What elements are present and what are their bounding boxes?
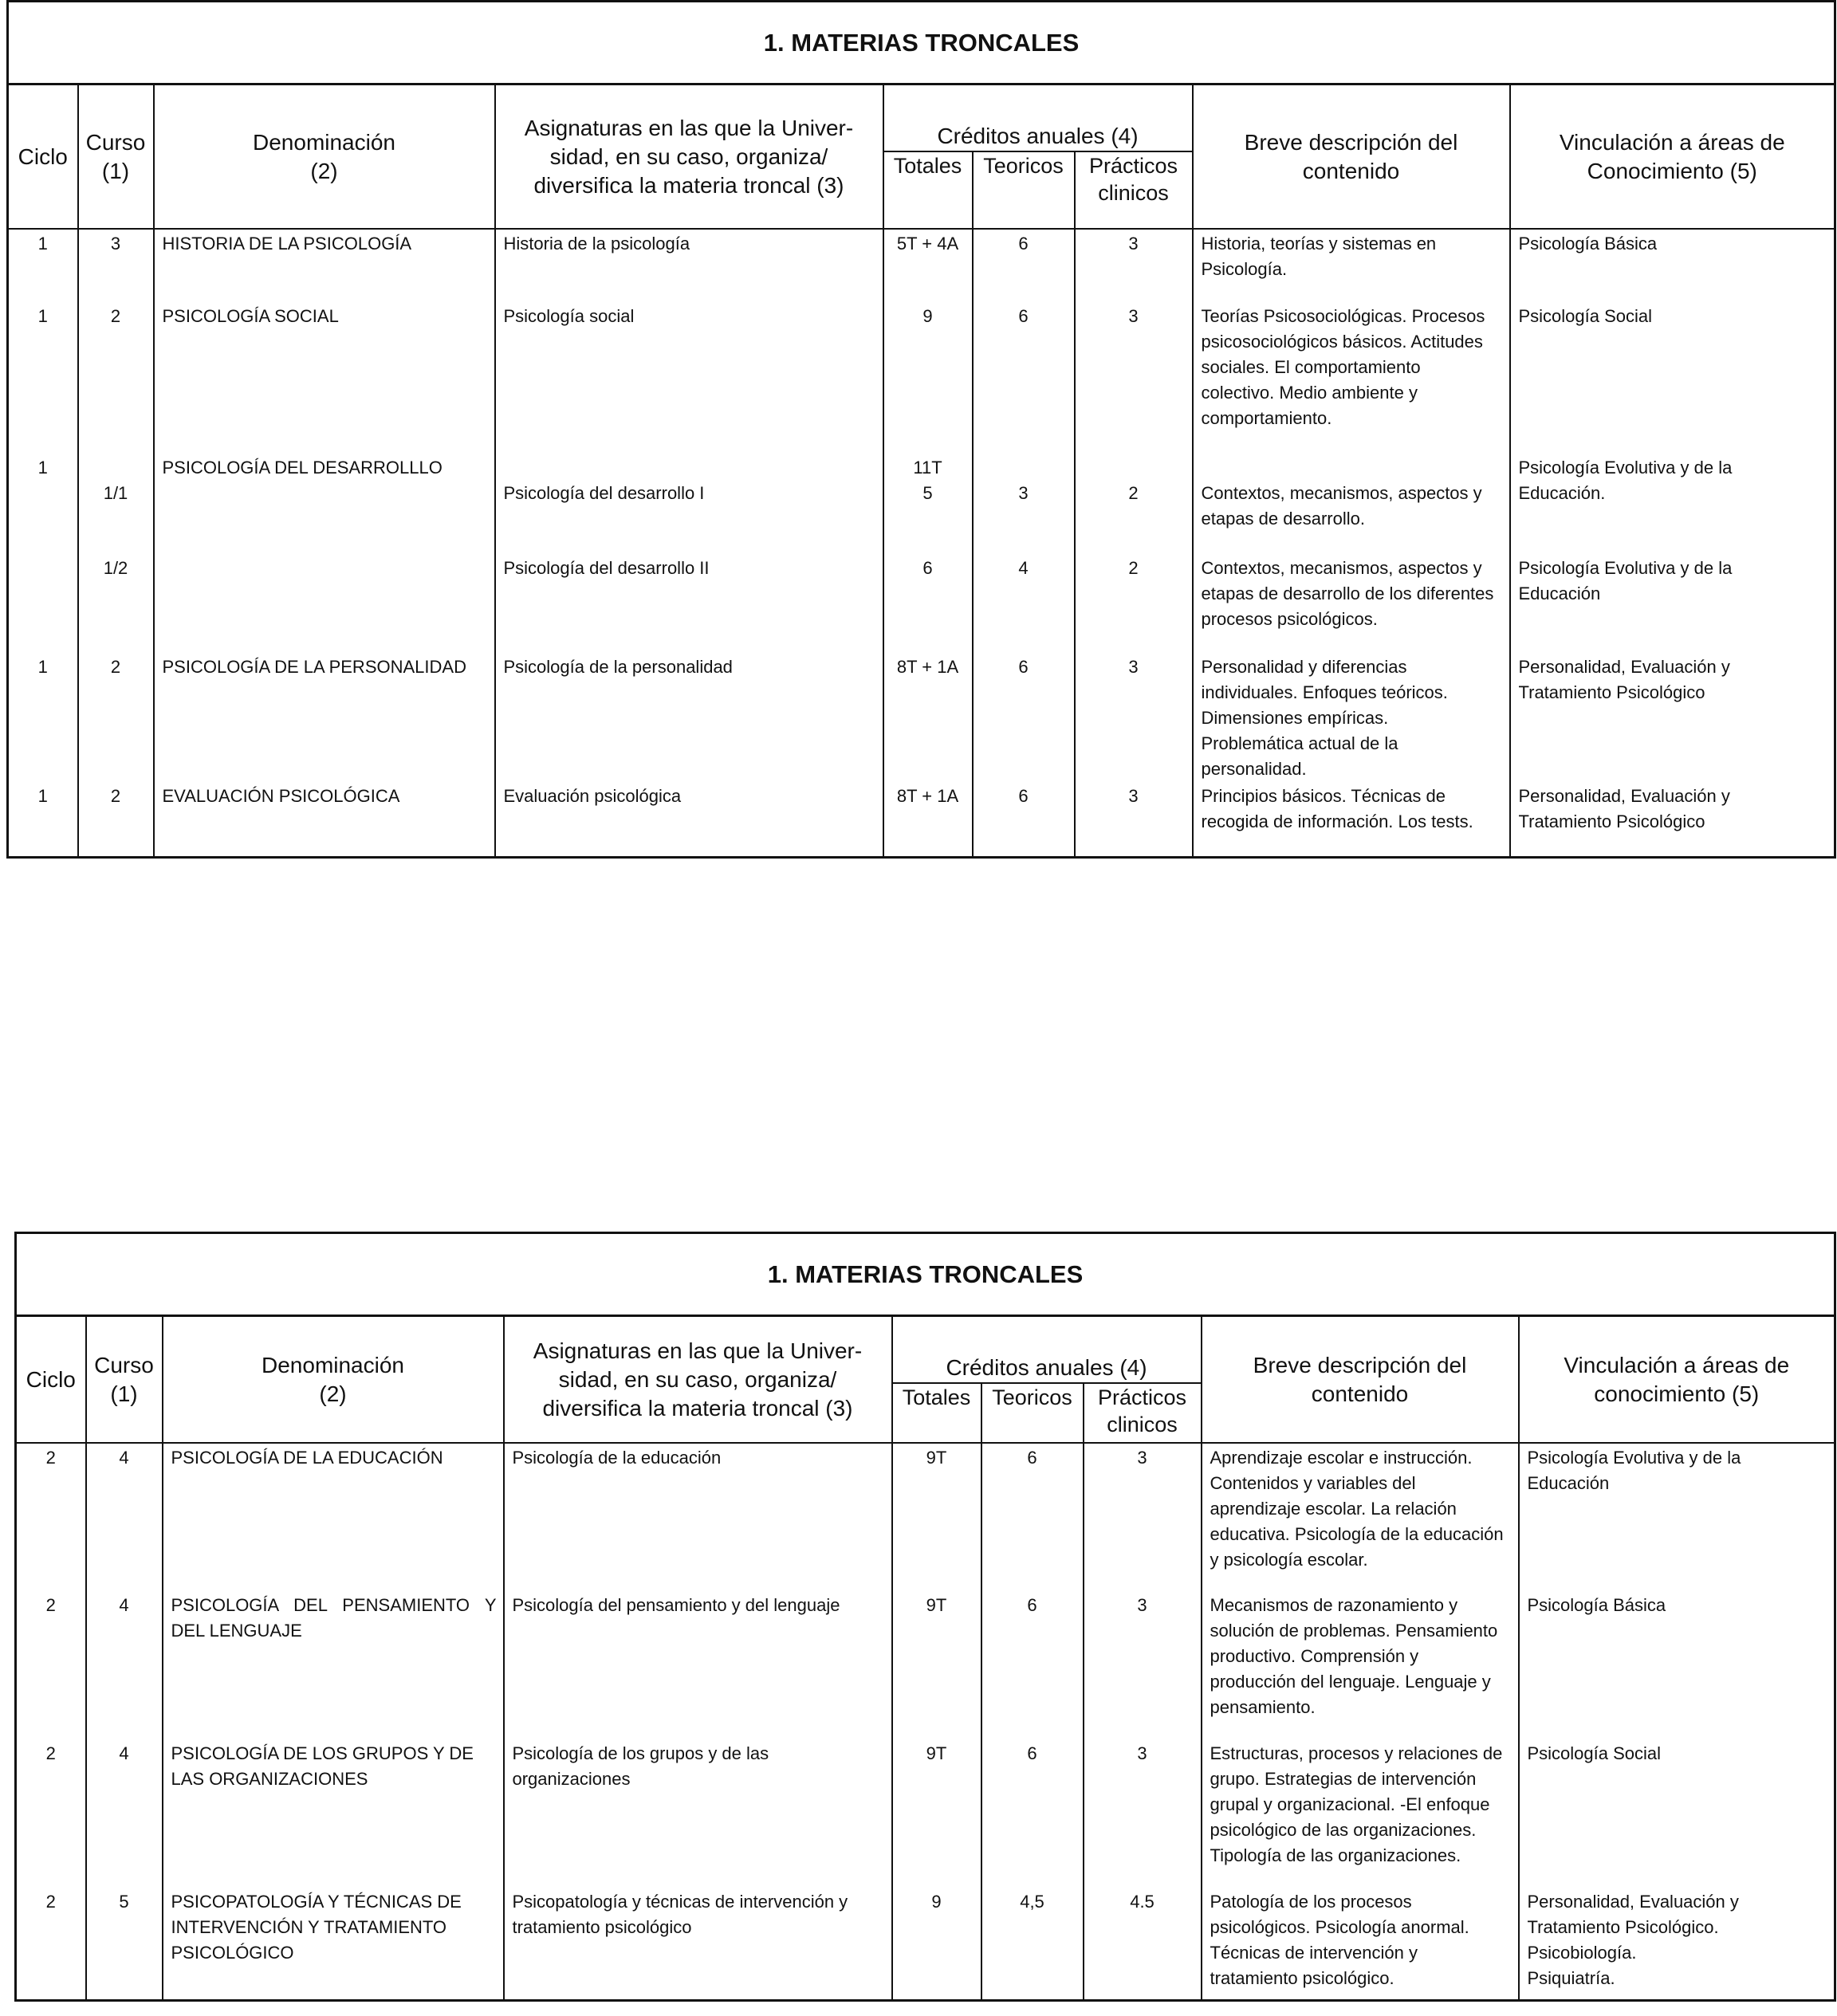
desc-line: Teorías Psicosociológicas. Procesos	[1201, 306, 1485, 327]
desc-line: Técnicas de intervención y	[1210, 1943, 1418, 1963]
asignatura-value: Psicología del desarrollo I	[503, 483, 705, 504]
header-practicos	[1075, 151, 1193, 229]
header-curso-label: Curso	[85, 129, 146, 155]
table-row	[16, 1443, 1835, 1591]
desc-line: tratamiento psicológico.	[1210, 1968, 1394, 1989]
desc-line: personalidad.	[1201, 759, 1307, 780]
desc-line: etapas de desarrollo de los diferentes	[1201, 584, 1494, 604]
cell-descripcion	[1202, 1443, 1519, 1591]
desc-line: Problemática actual de la	[1201, 733, 1398, 754]
desc-line: producción del lenguaje. Lenguaje y	[1210, 1672, 1491, 1692]
table-row	[8, 653, 1835, 782]
cell-asignatura: Evaluación psicológica	[495, 782, 883, 857]
cell-vinculacion	[1510, 782, 1835, 857]
desc-line: Estructuras, procesos y relaciones de	[1210, 1743, 1503, 1764]
desc-line: Principios básicos. Técnicas de	[1201, 786, 1446, 807]
cell-ciclo: 1	[8, 782, 78, 857]
cell-curso: 4	[86, 1443, 163, 1591]
cell-practicos: 3	[1075, 782, 1193, 857]
header-denominacion	[154, 84, 495, 230]
cell-totales: 8T + 1A	[883, 782, 973, 857]
header-practicos-line: Prácticos	[1088, 154, 1178, 178]
vinc-line: Personalidad, Evaluación y	[1527, 1892, 1739, 1912]
cell-totales	[883, 454, 973, 554]
header-vinculacion-line: Vinculación a áreas de	[1559, 129, 1785, 155]
cell-curso: 4	[86, 1591, 163, 1739]
cell-curso: 3	[78, 229, 154, 302]
cell-teoricos: 6	[973, 782, 1075, 857]
vinc-line: Personalidad, Evaluación y	[1518, 786, 1730, 807]
header-ciclo: Ciclo	[16, 1316, 86, 1444]
table-row	[16, 1739, 1835, 1888]
desc-line: Aprendizaje escolar e instrucción.	[1210, 1448, 1473, 1468]
vinc-line: Psicología Básica	[1527, 1595, 1666, 1616]
cell-denominacion: PSICOLOGÍA SOCIAL	[154, 302, 495, 454]
cell-descripcion	[1202, 1739, 1519, 1888]
cell-curso: 2	[78, 782, 154, 857]
cell-ciclo: 1	[8, 454, 78, 554]
desc-line: aprendizaje escolar. La relación	[1210, 1499, 1457, 1519]
desc-line: Contenidos y variables del	[1210, 1473, 1416, 1494]
cell-vinculacion	[1519, 1739, 1835, 1888]
header-practicos-line: clinicos	[1098, 181, 1169, 205]
header-asignaturas-line: Asignaturas en las que la Univer-	[533, 1338, 863, 1363]
header-curso-label: Curso	[94, 1352, 154, 1377]
cell-practicos: 3	[1084, 1443, 1202, 1591]
cell-teoricos: 6	[981, 1739, 1084, 1888]
cell-asignatura: Psicología social	[495, 302, 883, 454]
vinc-line: Psicología Evolutiva y de la	[1518, 458, 1733, 478]
cell-asignatura	[495, 454, 883, 554]
cell-vinculacion	[1519, 1888, 1835, 2000]
desc-line: psicológicos. Psicología anormal.	[1210, 1917, 1469, 1938]
desc-line: psicosociológicos básicos. Actitudes	[1201, 332, 1483, 352]
cell-vinculacion	[1519, 1591, 1835, 1739]
cell-totales: 6	[883, 554, 973, 653]
cell-ciclo	[8, 554, 78, 653]
vinc-line: Psicobiología.	[1527, 1943, 1637, 1963]
header-asignaturas	[495, 84, 883, 230]
header-descripcion-line: contenido	[1311, 1381, 1409, 1406]
header-denominacion-note: (2)	[319, 1381, 347, 1406]
desc-line: sociales. El comportamiento	[1201, 357, 1421, 378]
vinc-line: Tratamiento Psicológico.	[1527, 1917, 1719, 1938]
cell-ciclo: 1	[8, 229, 78, 302]
materias-troncales-table-1	[6, 0, 1836, 859]
header-ciclo: Ciclo	[8, 84, 78, 230]
cell-totales: 9T	[892, 1739, 981, 1888]
totales-top: 11T	[913, 458, 942, 478]
cell-descripcion	[1193, 454, 1510, 554]
cell-teoricos: 6	[981, 1591, 1084, 1739]
header-curso	[78, 84, 154, 230]
desc-line: recogida de información. Los tests.	[1201, 812, 1473, 832]
desc-line: pensamiento.	[1210, 1697, 1316, 1718]
cell-denominacion: PSICOLOGÍA DE LOS GRUPOS Y DE LAS ORGANIZACIONES	[163, 1739, 504, 1888]
desc-line: comportamiento.	[1201, 408, 1332, 429]
cell-totales: 9	[892, 1888, 981, 2000]
header-practicos	[1084, 1383, 1202, 1443]
vinc-line: Tratamiento Psicológico	[1518, 682, 1705, 703]
cell-vinculacion	[1519, 1443, 1835, 1591]
header-creditos: Créditos anuales (4)	[883, 84, 1193, 152]
desc-line: productivo. Comprensión y	[1210, 1646, 1419, 1667]
desc-line: educativa. Psicología de la educación	[1210, 1524, 1504, 1545]
cell-asignatura: Psicología del pensamiento y del lenguaje	[504, 1591, 892, 1739]
cell-totales: 9T	[892, 1591, 981, 1739]
desc-line: grupo. Estrategias de intervención	[1210, 1769, 1477, 1790]
vinc-line: Educación	[1518, 584, 1601, 604]
cell-denominacion: PSICOLOGÍA DE LA PERSONALIDAD	[154, 653, 495, 782]
desc-line: Dimensiones empíricas.	[1201, 708, 1389, 729]
vinc-line: Tratamiento Psicológico	[1518, 812, 1705, 832]
cell-vinculacion	[1510, 653, 1835, 782]
cell-totales: 8T + 1A	[883, 653, 973, 782]
cell-vinculacion	[1510, 454, 1835, 554]
desc-line: y psicología escolar.	[1210, 1550, 1368, 1570]
table-title: 1. MATERIAS TRONCALES	[16, 1233, 1835, 1316]
header-teoricos: Teoricos	[981, 1383, 1084, 1443]
cell-practicos: 4.5	[1084, 1888, 1202, 2000]
header-curso-note: (1)	[110, 1381, 138, 1406]
teoricos-value: 3	[1018, 483, 1029, 504]
curso-value: 1/1	[103, 483, 128, 504]
cell-teoricos: 4	[973, 554, 1075, 653]
cell-totales: 9T	[892, 1443, 981, 1591]
cell-denominacion: PSICOPATOLOGÍA Y TÉCNICAS DE INTERVENCIÓN Y TRATAMIENTO PSICOLÓGICO	[163, 1888, 504, 2000]
header-vinculacion-line: conocimiento (5)	[1594, 1381, 1760, 1406]
cell-totales: 5T + 4A	[883, 229, 973, 302]
header-descripcion-line: Breve descripción del	[1244, 129, 1458, 155]
desc-line: Patología de los procesos	[1210, 1892, 1412, 1912]
cell-curso: 5	[86, 1888, 163, 2000]
header-denominacion-label: Denominación	[262, 1352, 404, 1377]
cell-denominacion: PSICOLOGÍA DEL DESARROLLLO	[154, 454, 495, 554]
header-asignaturas-line: sidad, en su caso, organiza/	[549, 143, 828, 169]
cell-descripcion	[1193, 229, 1510, 302]
desc-line: solución de problemas. Pensamiento	[1210, 1621, 1498, 1641]
table-row	[8, 554, 1835, 653]
header-practicos-line: Prácticos	[1097, 1385, 1187, 1409]
cell-totales: 9	[883, 302, 973, 454]
cell-practicos: 3	[1075, 229, 1193, 302]
cell-ciclo: 2	[16, 1443, 86, 1591]
cell-descripcion	[1193, 653, 1510, 782]
desc-line: procesos psicológicos.	[1201, 609, 1378, 630]
vinc-line: Psicología Evolutiva y de la	[1518, 558, 1733, 579]
header-asignaturas-line: diversifica la materia troncal (3)	[542, 1395, 853, 1421]
cell-curso: 2	[78, 653, 154, 782]
vinc-line: Psicología Evolutiva y de la	[1527, 1448, 1741, 1468]
materias-troncales-table-2	[14, 1232, 1836, 2002]
header-totales: Totales	[883, 151, 973, 229]
header-vinculacion	[1519, 1316, 1835, 1444]
cell-teoricos: 4,5	[981, 1888, 1084, 2000]
cell-asignatura: Psicología de los grupos y de las organizaciones	[504, 1739, 892, 1888]
cell-teoricos: 6	[981, 1443, 1084, 1591]
cell-practicos: 2	[1075, 554, 1193, 653]
desc-line: Personalidad y diferencias	[1201, 657, 1407, 678]
cell-asignatura: Psicología del desarrollo II	[495, 554, 883, 653]
cell-vinculacion	[1510, 229, 1835, 302]
header-teoricos: Teoricos	[973, 151, 1075, 229]
cell-teoricos: 6	[973, 653, 1075, 782]
cell-ciclo: 2	[16, 1739, 86, 1888]
table-title: 1. MATERIAS TRONCALES	[8, 2, 1835, 84]
table-row	[8, 782, 1835, 857]
header-vinculacion-line: Vinculación a áreas de	[1564, 1352, 1790, 1377]
cell-descripcion	[1193, 554, 1510, 653]
cell-curso: 4	[86, 1739, 163, 1888]
desc-line: etapas de desarrollo.	[1201, 509, 1365, 529]
header-vinculacion-line: Conocimiento (5)	[1587, 158, 1757, 183]
desc-line: colectivo. Medio ambiente y	[1201, 383, 1418, 403]
vinc-line: Psicología Social	[1527, 1743, 1662, 1764]
header-creditos: Créditos anuales (4)	[892, 1316, 1202, 1384]
header-descripcion	[1193, 84, 1510, 230]
desc-line: Contextos, mecanismos, aspectos y	[1201, 558, 1482, 579]
vinc-line: Psicología Social	[1518, 306, 1653, 327]
vinc-line: Psiquiatría.	[1527, 1968, 1615, 1989]
cell-vinculacion	[1510, 302, 1835, 454]
header-descripcion-line: contenido	[1302, 158, 1400, 183]
cell-descripcion	[1193, 782, 1510, 857]
cell-ciclo: 2	[16, 1888, 86, 2000]
header-curso	[86, 1316, 163, 1444]
totales-value: 5	[922, 483, 933, 504]
desc-line: Psicología.	[1201, 259, 1288, 280]
header-totales: Totales	[892, 1383, 981, 1443]
cell-ciclo: 2	[16, 1591, 86, 1739]
header-descripcion-line: Breve descripción del	[1253, 1352, 1467, 1377]
cell-asignatura: Psicología de la educación	[504, 1443, 892, 1591]
cell-teoricos	[973, 454, 1075, 554]
cell-practicos: 3	[1084, 1739, 1202, 1888]
cell-curso: 2	[78, 302, 154, 454]
desc-line: Historia, teorías y sistemas en	[1201, 234, 1437, 254]
cell-asignatura: Psicología de la personalidad	[495, 653, 883, 782]
cell-asignatura: Psicopatología y técnicas de intervención y tratamiento psicológico	[504, 1888, 892, 2000]
header-vinculacion	[1510, 84, 1835, 230]
vinc-line: Educación	[1527, 1473, 1610, 1494]
header-asignaturas	[504, 1316, 892, 1444]
cell-denominacion: EVALUACIÓN PSICOLÓGICA	[154, 782, 495, 857]
cell-descripcion	[1202, 1888, 1519, 2000]
cell-denominacion: PSICOLOGÍA DE LA EDUCACIÓN	[163, 1443, 504, 1591]
header-descripcion	[1202, 1316, 1519, 1444]
cell-practicos: 3	[1075, 302, 1193, 454]
desc-line: individuales. Enfoques teóricos.	[1201, 682, 1448, 703]
vinc-line: Psicología Básica	[1518, 234, 1658, 254]
header-denominacion	[163, 1316, 504, 1444]
desc-line: Mecanismos de razonamiento y	[1210, 1595, 1458, 1616]
header-asignaturas-line: sidad, en su caso, organiza/	[558, 1366, 837, 1392]
table-row	[8, 454, 1835, 554]
header-denominacion-label: Denominación	[253, 129, 395, 155]
header-practicos-line: clinicos	[1107, 1413, 1178, 1436]
cell-teoricos: 6	[973, 302, 1075, 454]
header-denominacion-note: (2)	[310, 158, 338, 183]
cell-descripcion	[1202, 1591, 1519, 1739]
cell-curso	[78, 454, 154, 554]
header-curso-note: (1)	[101, 158, 130, 183]
table-row	[16, 1888, 1835, 2000]
cell-denominacion	[154, 554, 495, 653]
header-asignaturas-line: diversifica la materia troncal (3)	[533, 172, 844, 198]
vinc-line: Educación.	[1518, 483, 1606, 504]
desc-line: Tipología de las organizaciones.	[1210, 1845, 1461, 1866]
cell-descripcion	[1193, 302, 1510, 454]
table-row	[16, 1591, 1835, 1739]
cell-vinculacion	[1510, 554, 1835, 653]
cell-asignatura: Historia de la psicología	[495, 229, 883, 302]
cell-curso: 1/2	[78, 554, 154, 653]
cell-denominacion: HISTORIA DE LA PSICOLOGÍA	[154, 229, 495, 302]
practicos-value: 2	[1128, 483, 1139, 504]
cell-teoricos: 6	[973, 229, 1075, 302]
header-asignaturas-line: Asignaturas en las que la Univer-	[524, 115, 854, 140]
cell-practicos: 3	[1075, 653, 1193, 782]
cell-practicos	[1075, 454, 1193, 554]
cell-ciclo: 1	[8, 653, 78, 782]
desc-line: grupal y organizacional. -El enfoque	[1210, 1794, 1490, 1815]
desc-line: psicológico de las organizaciones.	[1210, 1820, 1477, 1841]
table-row	[8, 229, 1835, 302]
cell-denominacion: PSICOLOGÍA DEL PENSAMIENTO Y DEL LENGUAJE	[163, 1591, 504, 1739]
desc-line: Contextos, mecanismos, aspectos y	[1201, 483, 1482, 504]
table-row	[8, 302, 1835, 454]
cell-practicos: 3	[1084, 1591, 1202, 1739]
cell-ciclo: 1	[8, 302, 78, 454]
vinc-line: Personalidad, Evaluación y	[1518, 657, 1730, 678]
